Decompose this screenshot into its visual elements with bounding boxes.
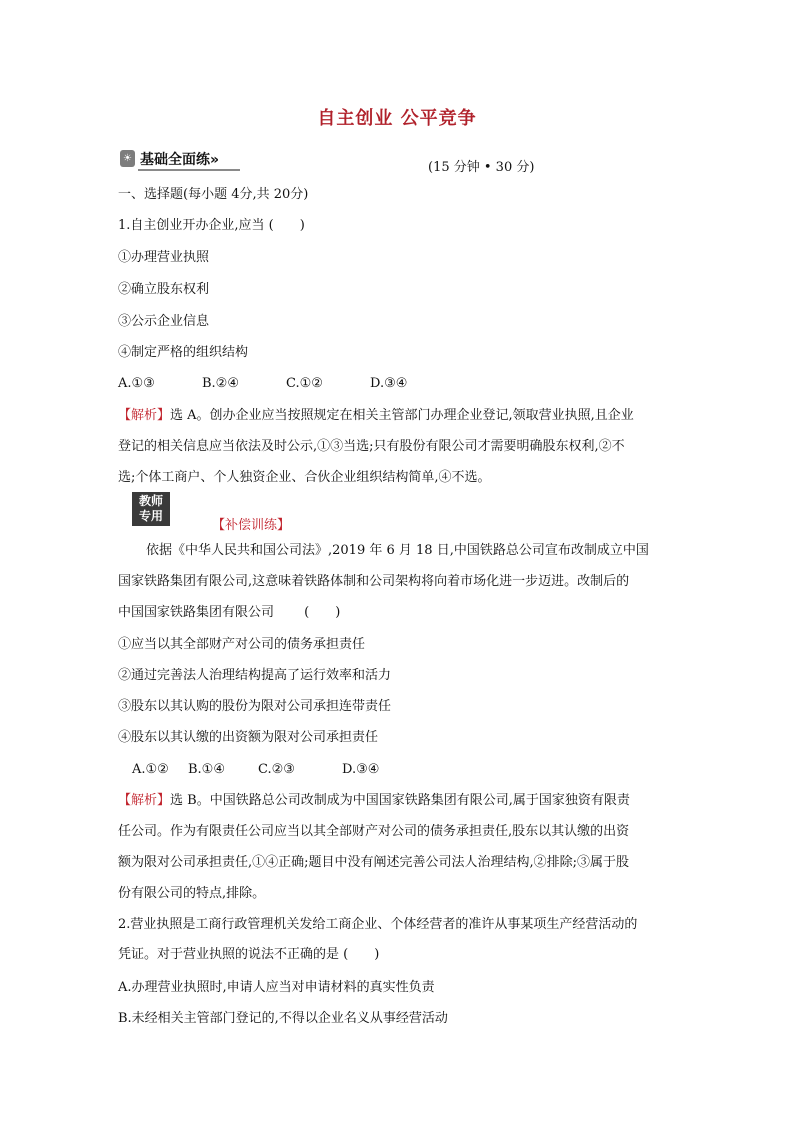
q1-option: B.②④	[202, 376, 239, 391]
section-underline	[138, 169, 240, 171]
analysis-tag: 【解析】	[118, 408, 171, 423]
time-note: (15 分钟 • 30 分)	[428, 160, 535, 175]
supp-item: ③股东以其认购的股份为限对公司承担连带责任	[118, 699, 392, 714]
supp-stem-line: 中国国家铁路集团有限公司 ( )	[118, 605, 341, 620]
teacher-only-badge: 教师 专用	[132, 492, 170, 526]
supp-stem-line: 依据《中华人民共和国公司法》,2019 年 6 月 18 日,中国铁路总公司宣布改制成立中国	[146, 543, 649, 558]
q1-item: ③公示企业信息	[118, 314, 210, 329]
q1-item: ②确立股东权利	[118, 282, 210, 297]
q1-analysis-line: 【解析】选 A。创办企业应当按照规定在相关主管部门办理企业登记,领取营业执照,且企业	[118, 408, 634, 423]
q1-options	[118, 375, 407, 393]
q1-option: C.①②	[286, 376, 323, 391]
part-heading: 一、选择题(每小题 4分,共 20分)	[118, 187, 309, 202]
question-1-stem: 1.自主创业开办企业,应当 ( )	[118, 218, 305, 233]
q1-analysis-line: 选;个体工商户、个人独资企业、合伙企业组织结构简单,④不选。	[118, 470, 491, 485]
section-label: 基础全面练»	[140, 152, 220, 168]
supp-analysis-line: 份有限公司的特点,排除。	[118, 886, 266, 901]
q1-option: D.③④	[370, 376, 408, 391]
supp-analysis-line: 【解析】选 B。中国铁路总公司改制成为中国国家铁路集团有限公司,属于国家独资有限责	[118, 793, 630, 808]
supp-analysis-line: 额为限对公司承担责任,①④正确;题目中没有阐述完善公司法人治理结构,②排除;③属于股	[118, 855, 630, 870]
q1-analysis-line: 登记的相关信息应当依法及时公示,①③当选;只有股份有限公司才需要明确股东权利,②不	[118, 439, 625, 454]
supp-item: ②通过完善法人治理结构提高了运行效率和活力	[118, 668, 392, 683]
section-header	[120, 148, 240, 170]
supp-option: C.②③	[258, 762, 295, 777]
supp-stem-line: 国家铁路集团有限公司,这意味着铁路体制和公司架构将向着市场化进一步迈进。改制后的	[118, 574, 630, 589]
q2-option: B.未经相关主管部门登记的,不得以企业名义从事经营活动	[118, 1011, 448, 1026]
question-2-stem: 2.营业执照是工商行政管理机关发给工商企业、个体经营者的准许从事某项生产经营活动的	[118, 917, 638, 932]
question-2-stem: 凭证。对于营业执照的说法不正确的是 ( )	[118, 947, 380, 962]
q1-option: A.①③	[118, 376, 155, 391]
supp-options	[132, 761, 379, 779]
q1-item: ④制定严格的组织结构	[118, 345, 249, 360]
page-title: 自主创业 公平竞争	[317, 108, 477, 129]
analysis-tag: 【解析】	[118, 793, 171, 808]
lightbulb-icon: ☀	[120, 150, 135, 167]
supp-item: ④股东以其认缴的出资额为限对公司承担责任	[118, 730, 379, 745]
q2-option: A.办理营业执照时,申请人应当对申请材料的真实性负责	[118, 980, 435, 995]
supplementary-label: 【补偿训练】	[212, 518, 291, 533]
supp-option: B.①④	[188, 762, 225, 777]
supp-option: A.①②	[132, 762, 169, 777]
supp-item: ①应当以其全部财产对公司的债务承担责任	[118, 637, 366, 652]
supp-analysis-line: 任公司。作为有限责任公司应当以其全部财产对公司的债务承担责任,股东以其认缴的出资	[118, 824, 630, 839]
supp-option: D.③④	[342, 762, 380, 777]
q1-item: ①办理营业执照	[118, 250, 210, 265]
